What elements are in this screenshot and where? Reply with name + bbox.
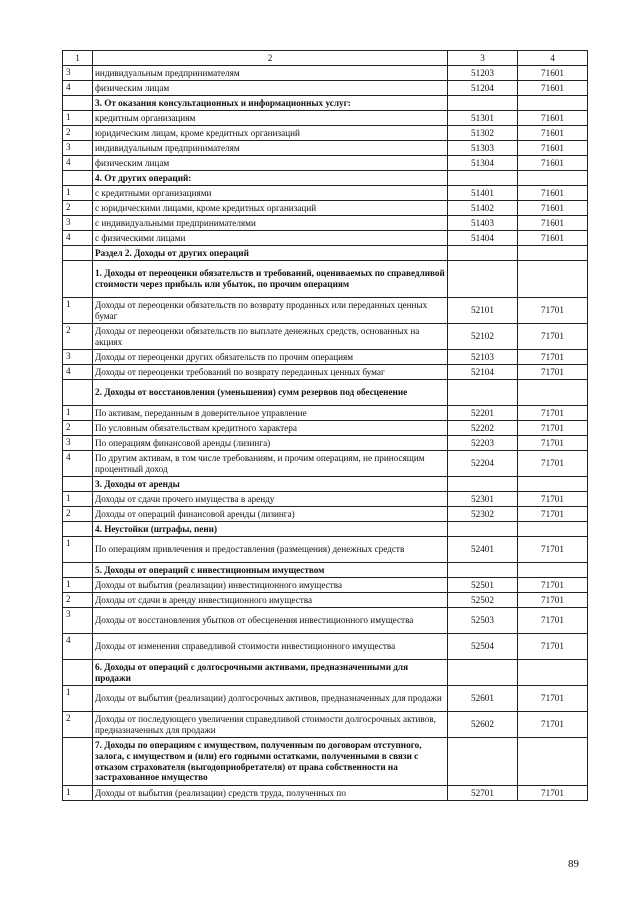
row-symbol-cell: [448, 261, 518, 298]
table-row: [63, 298, 588, 324]
row-number-cell: 3: [63, 66, 93, 81]
row-account-cell: 71701: [518, 436, 588, 451]
row-description-cell: с физическими лицами: [93, 231, 448, 246]
row-number-cell: 2: [63, 507, 93, 522]
section-heading-row: [63, 246, 588, 261]
row-number-cell: 1: [63, 686, 93, 712]
row-account-cell: 71701: [518, 578, 588, 593]
table-row: [63, 66, 588, 81]
row-symbol-cell: 52302: [448, 507, 518, 522]
row-description-cell: Доходы от изменения справедливой стоимости инвестиционного имущества: [93, 634, 448, 660]
row-account-cell: 71601: [518, 231, 588, 246]
row-symbol-cell: 52701: [448, 786, 518, 801]
row-description-cell: индивидуальным предпринимателям: [93, 66, 448, 81]
row-number-cell: 4: [63, 156, 93, 171]
row-account-cell: [518, 246, 588, 261]
row-account-cell: 71601: [518, 126, 588, 141]
table-row: [63, 686, 588, 712]
row-number-cell: [63, 96, 93, 111]
row-symbol-cell: 52203: [448, 436, 518, 451]
row-description-cell: с индивидуальными предпринимателями: [93, 216, 448, 231]
row-symbol-cell: [448, 96, 518, 111]
row-description-cell: индивидуальным предпринимателям: [93, 141, 448, 156]
row-account-cell: 71601: [518, 81, 588, 96]
row-account-cell: 71701: [518, 298, 588, 324]
row-symbol-cell: [448, 477, 518, 492]
row-number-cell: [63, 246, 93, 261]
row-number-cell: [63, 660, 93, 686]
row-symbol-cell: 51302: [448, 126, 518, 141]
header-col-3: 3: [448, 51, 518, 66]
row-number-cell: 3: [63, 350, 93, 365]
table-row: [63, 350, 588, 365]
row-symbol-cell: 51301: [448, 111, 518, 126]
row-account-cell: 71601: [518, 156, 588, 171]
row-number-cell: 2: [63, 712, 93, 738]
row-description-cell: Доходы от выбытия (реализации) инвестиционного имущества: [93, 578, 448, 593]
row-description-cell: с юридическими лицами, кроме кредитных организаций: [93, 201, 448, 216]
table-header-row: [63, 51, 588, 66]
row-account-cell: 71601: [518, 201, 588, 216]
row-number-cell: 1: [63, 298, 93, 324]
row-number-cell: 1: [63, 786, 93, 801]
row-account-cell: 71701: [518, 492, 588, 507]
row-account-cell: [518, 738, 588, 786]
section-heading-row: [63, 660, 588, 686]
row-account-cell: 71601: [518, 66, 588, 81]
row-account-cell: 71601: [518, 141, 588, 156]
section-heading-row: [63, 738, 588, 786]
table-row: [63, 365, 588, 380]
row-number-cell: 3: [63, 608, 93, 634]
row-number-cell: [63, 738, 93, 786]
table-row: [63, 186, 588, 201]
row-description-cell: Раздел 2. Доходы от других операций: [93, 246, 448, 261]
table-row: [63, 81, 588, 96]
row-symbol-cell: 52104: [448, 365, 518, 380]
row-symbol-cell: 52204: [448, 451, 518, 477]
table-body: [63, 51, 588, 801]
row-symbol-cell: 52301: [448, 492, 518, 507]
row-description-cell: 7. Доходы по операциям с имуществом, полученным по договорам отступного, залога, с имуществом и (или) его годными остатками, полученными в связи с отказом страхователя (выгодоприобретателя) от права собственности на застрахованное имущество: [93, 738, 448, 786]
row-number-cell: [63, 380, 93, 406]
row-number-cell: 1: [63, 406, 93, 421]
row-symbol-cell: [448, 522, 518, 537]
row-description-cell: По активам, переданным в доверительное управление: [93, 406, 448, 421]
accounts-table: [62, 50, 588, 801]
row-account-cell: [518, 171, 588, 186]
row-account-cell: 71701: [518, 786, 588, 801]
section-heading-row: [63, 563, 588, 578]
table-row: [63, 712, 588, 738]
row-symbol-cell: 51402: [448, 201, 518, 216]
row-account-cell: 71701: [518, 350, 588, 365]
row-account-cell: 71701: [518, 406, 588, 421]
row-number-cell: [63, 171, 93, 186]
row-account-cell: [518, 660, 588, 686]
row-account-cell: 71701: [518, 537, 588, 563]
row-symbol-cell: [448, 380, 518, 406]
row-description-cell: Доходы от переоценки требований по возврату переданных ценных бумаг: [93, 365, 448, 380]
table-row: [63, 201, 588, 216]
row-symbol-cell: 52202: [448, 421, 518, 436]
row-symbol-cell: 51204: [448, 81, 518, 96]
row-number-cell: [63, 477, 93, 492]
table-row: [63, 126, 588, 141]
row-description-cell: Доходы от сдачи прочего имущества в аренду: [93, 492, 448, 507]
row-number-cell: 2: [63, 201, 93, 216]
row-account-cell: 71701: [518, 507, 588, 522]
table-row: [63, 231, 588, 246]
section-heading-row: [63, 380, 588, 406]
row-account-cell: 71601: [518, 186, 588, 201]
row-account-cell: [518, 522, 588, 537]
row-account-cell: 71701: [518, 421, 588, 436]
row-number-cell: 3: [63, 141, 93, 156]
row-account-cell: [518, 96, 588, 111]
row-symbol-cell: 51401: [448, 186, 518, 201]
row-symbol-cell: 52201: [448, 406, 518, 421]
row-account-cell: 71701: [518, 686, 588, 712]
table-row: [63, 406, 588, 421]
row-description-cell: Доходы от выбытия (реализации) средств труда, полученных по: [93, 786, 448, 801]
row-number-cell: 4: [63, 634, 93, 660]
row-account-cell: 71701: [518, 451, 588, 477]
table-row: [63, 436, 588, 451]
row-description-cell: По условным обязательствам кредитного характера: [93, 421, 448, 436]
row-symbol-cell: 51203: [448, 66, 518, 81]
row-description-cell: 3. От оказания консультационных и информационных услуг:: [93, 96, 448, 111]
row-symbol-cell: 51303: [448, 141, 518, 156]
page-number: 89: [568, 858, 579, 870]
row-description-cell: Доходы от переоценки обязательств по выплате денежных средств, основанных на акциях: [93, 324, 448, 350]
row-number-cell: 1: [63, 492, 93, 507]
row-symbol-cell: 52103: [448, 350, 518, 365]
row-description-cell: кредитным организациям: [93, 111, 448, 126]
row-number-cell: 4: [63, 81, 93, 96]
row-description-cell: По операциям привлечения и предоставления (размещения) денежных средств: [93, 537, 448, 563]
row-description-cell: 5. Доходы от операций с инвестиционным имуществом: [93, 563, 448, 578]
row-number-cell: 2: [63, 126, 93, 141]
row-description-cell: 3. Доходы от аренды: [93, 477, 448, 492]
row-symbol-cell: 51403: [448, 216, 518, 231]
row-number-cell: [63, 261, 93, 298]
row-account-cell: 71701: [518, 593, 588, 608]
row-symbol-cell: 51304: [448, 156, 518, 171]
table-row: [63, 156, 588, 171]
section-heading-row: [63, 477, 588, 492]
row-symbol-cell: [448, 563, 518, 578]
row-description-cell: Доходы от последующего увеличения справедливой стоимости долгосрочных активов, предназначенных для продажи: [93, 712, 448, 738]
row-symbol-cell: 52602: [448, 712, 518, 738]
table-row: [63, 786, 588, 801]
table-row: [63, 578, 588, 593]
row-number-cell: 2: [63, 593, 93, 608]
row-description-cell: физическим лицам: [93, 156, 448, 171]
row-description-cell: Доходы от операций финансовой аренды (лизинга): [93, 507, 448, 522]
header-col-2: 2: [93, 51, 448, 66]
section-heading-row: [63, 171, 588, 186]
row-symbol-cell: 52601: [448, 686, 518, 712]
table-row: [63, 451, 588, 477]
table-row: [63, 608, 588, 634]
row-symbol-cell: 52102: [448, 324, 518, 350]
row-account-cell: 71701: [518, 608, 588, 634]
row-description-cell: 6. Доходы от операций с долгосрочными активами, предназначенными для продажи: [93, 660, 448, 686]
row-symbol-cell: 52401: [448, 537, 518, 563]
table-row: [63, 537, 588, 563]
row-number-cell: 1: [63, 186, 93, 201]
section-heading-row: [63, 522, 588, 537]
row-account-cell: 71701: [518, 712, 588, 738]
row-description-cell: 2. Доходы от восстановления (уменьшения) сумм резервов под обесценение: [93, 380, 448, 406]
row-number-cell: 4: [63, 365, 93, 380]
row-description-cell: По операциям финансовой аренды (лизинга): [93, 436, 448, 451]
row-symbol-cell: 52501: [448, 578, 518, 593]
row-number-cell: 1: [63, 537, 93, 563]
section-heading-row: [63, 261, 588, 298]
row-description-cell: Доходы от восстановления убытков от обесценения инвестиционного имущества: [93, 608, 448, 634]
row-description-cell: юридическим лицам, кроме кредитных организаций: [93, 126, 448, 141]
row-description-cell: Доходы от переоценки других обязательств по прочим операциям: [93, 350, 448, 365]
row-account-cell: 71701: [518, 634, 588, 660]
table-row: [63, 421, 588, 436]
table-row: [63, 111, 588, 126]
row-number-cell: 1: [63, 578, 93, 593]
row-description-cell: Доходы от выбытия (реализации) долгосрочных активов, предназначенных для продажи: [93, 686, 448, 712]
row-symbol-cell: [448, 738, 518, 786]
row-account-cell: [518, 261, 588, 298]
row-account-cell: 71701: [518, 365, 588, 380]
row-account-cell: 71601: [518, 111, 588, 126]
table-row: [63, 141, 588, 156]
row-description-cell: физическим лицам: [93, 81, 448, 96]
row-number-cell: 2: [63, 324, 93, 350]
row-number-cell: [63, 563, 93, 578]
row-account-cell: [518, 477, 588, 492]
row-number-cell: 4: [63, 231, 93, 246]
table-row: [63, 507, 588, 522]
row-description-cell: 1. Доходы от переоценки обязательств и требований, оцениваемых по справедливой стоимости через прибыль или убыток, по прочим операциям: [93, 261, 448, 298]
row-description-cell: Доходы от переоценки обязательств по возврату проданных или переданных ценных бумаг: [93, 298, 448, 324]
row-account-cell: [518, 380, 588, 406]
section-heading-row: [63, 96, 588, 111]
row-symbol-cell: 51404: [448, 231, 518, 246]
row-symbol-cell: [448, 171, 518, 186]
row-number-cell: 3: [63, 436, 93, 451]
header-col-4: 4: [518, 51, 588, 66]
row-account-cell: 71601: [518, 216, 588, 231]
row-number-cell: 3: [63, 216, 93, 231]
row-description-cell: 4. Неустойки (штрафы, пени): [93, 522, 448, 537]
row-symbol-cell: [448, 660, 518, 686]
row-number-cell: 4: [63, 451, 93, 477]
row-number-cell: 2: [63, 421, 93, 436]
table-row: [63, 593, 588, 608]
row-description-cell: с кредитными организациями: [93, 186, 448, 201]
row-account-cell: 71701: [518, 324, 588, 350]
row-description-cell: Доходы от сдачи в аренду инвестиционного имущества: [93, 593, 448, 608]
row-number-cell: 1: [63, 111, 93, 126]
row-account-cell: [518, 563, 588, 578]
row-description-cell: 4. От других операций:: [93, 171, 448, 186]
table-row: [63, 324, 588, 350]
row-description-cell: По другим активам, в том числе требованиям, и прочим операциям, не приносящим процентный доход: [93, 451, 448, 477]
document-page: [62, 50, 587, 801]
table-row: [63, 216, 588, 231]
row-symbol-cell: 52503: [448, 608, 518, 634]
table-row: [63, 634, 588, 660]
row-symbol-cell: [448, 246, 518, 261]
table-row: [63, 492, 588, 507]
row-number-cell: [63, 522, 93, 537]
row-symbol-cell: 52504: [448, 634, 518, 660]
row-symbol-cell: 52502: [448, 593, 518, 608]
row-symbol-cell: 52101: [448, 298, 518, 324]
header-col-1: 1: [63, 51, 93, 66]
